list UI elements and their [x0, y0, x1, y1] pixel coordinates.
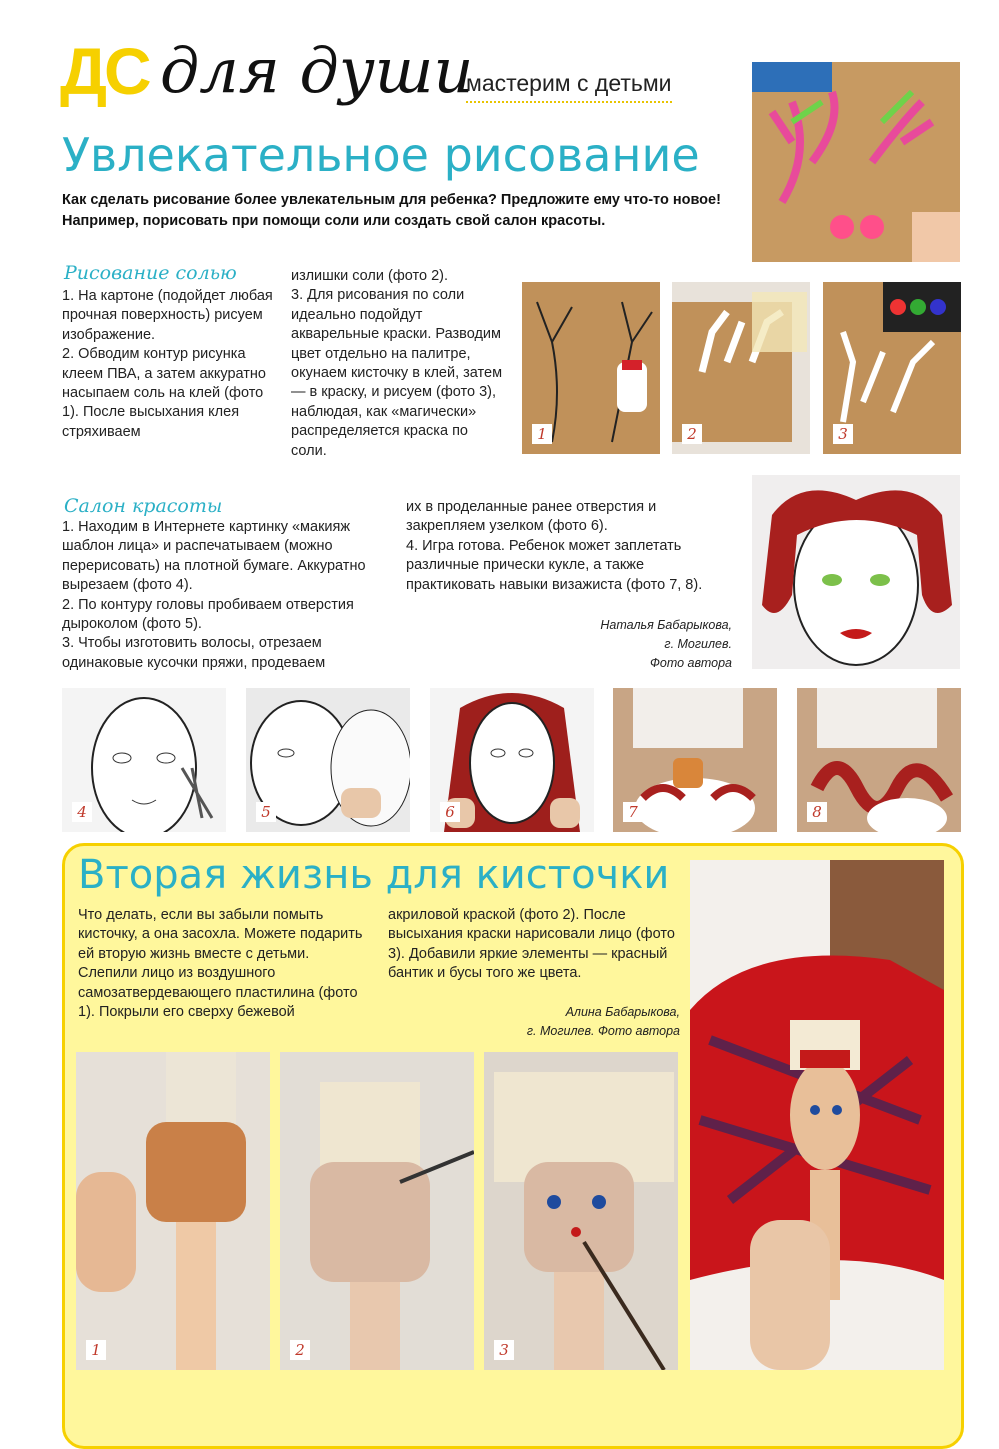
- article-title: Увлекательное рисование: [62, 128, 700, 182]
- salon-column-1: [62, 518, 388, 673]
- salt-step: 3. Для рисования по соли идеально подойдут акварельные краски. Разводим цвет отдельно на палитре, окунаем кисточку в клей, затем — в краску, и рисуем (фото 3), наблюдая, как «магически» распределяется краска по соли.: [291, 287, 503, 459]
- salt-photo-2: [672, 282, 810, 454]
- salt-photo-1: [522, 282, 660, 454]
- article2-title: Вторая жизнь для кисточки: [78, 852, 670, 898]
- brush-column-2: [388, 906, 680, 984]
- photo-number: 7: [623, 802, 643, 822]
- salon-step: 2. По контуру головы пробиваем отверстия дыроколом (фото 5).: [62, 596, 354, 633]
- signature-line: г. Могилев. Фото автора: [526, 1024, 680, 1038]
- salon-step: 4. Игра готова. Ребенок может заплетать различные прически кукле, а также практиковать навыки визажиста (фото 7, 8).: [406, 537, 703, 593]
- signature-line: Фото автора: [649, 656, 732, 670]
- photo-number: 1: [532, 424, 552, 444]
- salon-step: 3. Чтобы изготовить волосы, отрезаем одинаковые кусочки пряжи, продеваем: [62, 635, 326, 671]
- brush-photo-2: [280, 1052, 474, 1370]
- brush-paragraph: Что делать, если вы забыли помыть кисточку, а она засохла. Можете подарить ей вторую жизнь вместе с детьми.: [78, 907, 363, 962]
- signature-line: г. Могилев.: [664, 637, 732, 651]
- salon-step: их в проделанные ранее отверстия и закрепляем узелком (фото 6).: [406, 499, 657, 535]
- author-signature: [560, 616, 732, 673]
- salt-step: 2. Обводим контур рисунка клеем ПВА, а затем аккуратно насыпаем соль на клей (фото 1). После высыхания клея стряхиваем: [62, 346, 266, 440]
- signature-line: Наталья Бабарыкова,: [600, 618, 732, 632]
- brush-paragraph: акриловой краской (фото 2). После высыхания краски нарисовали лицо (фото 3). Добавили яркие элементы — красный бантик и бусы того же цвета.: [388, 907, 675, 982]
- salt-photo-3: [823, 282, 961, 454]
- hero-photo-deer: [752, 62, 960, 262]
- photo-number: 4: [72, 802, 92, 822]
- subheading-salt: Рисование солью: [64, 262, 237, 284]
- salon-column-2: [406, 498, 732, 595]
- salt-column-1: [62, 287, 274, 442]
- brush-photo-1: [76, 1052, 270, 1370]
- subheading-salon: Салон красоты: [64, 495, 223, 517]
- salon-photo-8: [797, 688, 961, 832]
- brush-photo-final: [690, 860, 944, 1370]
- salt-column-2: [291, 267, 503, 461]
- photo-number: 8: [807, 802, 827, 822]
- photo-number: 3: [494, 1340, 514, 1360]
- salt-step: излишки соли (фото 2).: [291, 268, 448, 284]
- brush-photo-3: [484, 1052, 678, 1370]
- brush-paragraph: Слепили лицо из воздушного самозатвердевающего пластилина (фото 1). Покрыли его сверху бежевой: [78, 965, 358, 1021]
- salon-photo-4: [62, 688, 226, 832]
- magazine-logo: ДС: [60, 34, 149, 108]
- photo-number: 5: [256, 802, 276, 822]
- brush-column-1: [78, 906, 370, 1022]
- salon-photo-5: [246, 688, 410, 832]
- photo-number: 2: [290, 1340, 310, 1360]
- photo-number: 3: [833, 424, 853, 444]
- rubric-label: мастерим с детьми: [466, 70, 672, 103]
- article-lead: Как сделать рисование более увлекательным для ребенка? Предложите ему что-то новое! Например, порисовать при помощи соли или создать свой салон красоты.: [62, 192, 721, 229]
- salon-photo-face: [752, 475, 960, 669]
- salon-photo-6: [430, 688, 594, 832]
- salt-step: 1. На картоне (подойдет любая прочная поверхность) рисуем изображение.: [62, 288, 273, 343]
- author-signature-2: [480, 1003, 680, 1041]
- signature-line: Алина Бабарыкова,: [565, 1005, 680, 1019]
- section-title: для души: [160, 34, 474, 107]
- salon-photo-7: [613, 688, 777, 832]
- photo-number: 1: [86, 1340, 106, 1360]
- photo-number: 6: [440, 802, 460, 822]
- photo-number: 2: [682, 424, 702, 444]
- salon-step: 1. Находим в Интернете картинку «макияж шаблон лица» и распечатываем (можно перерисовать) на плотной бумаге. Аккуратно вырезаем (фото 4).: [62, 519, 366, 594]
